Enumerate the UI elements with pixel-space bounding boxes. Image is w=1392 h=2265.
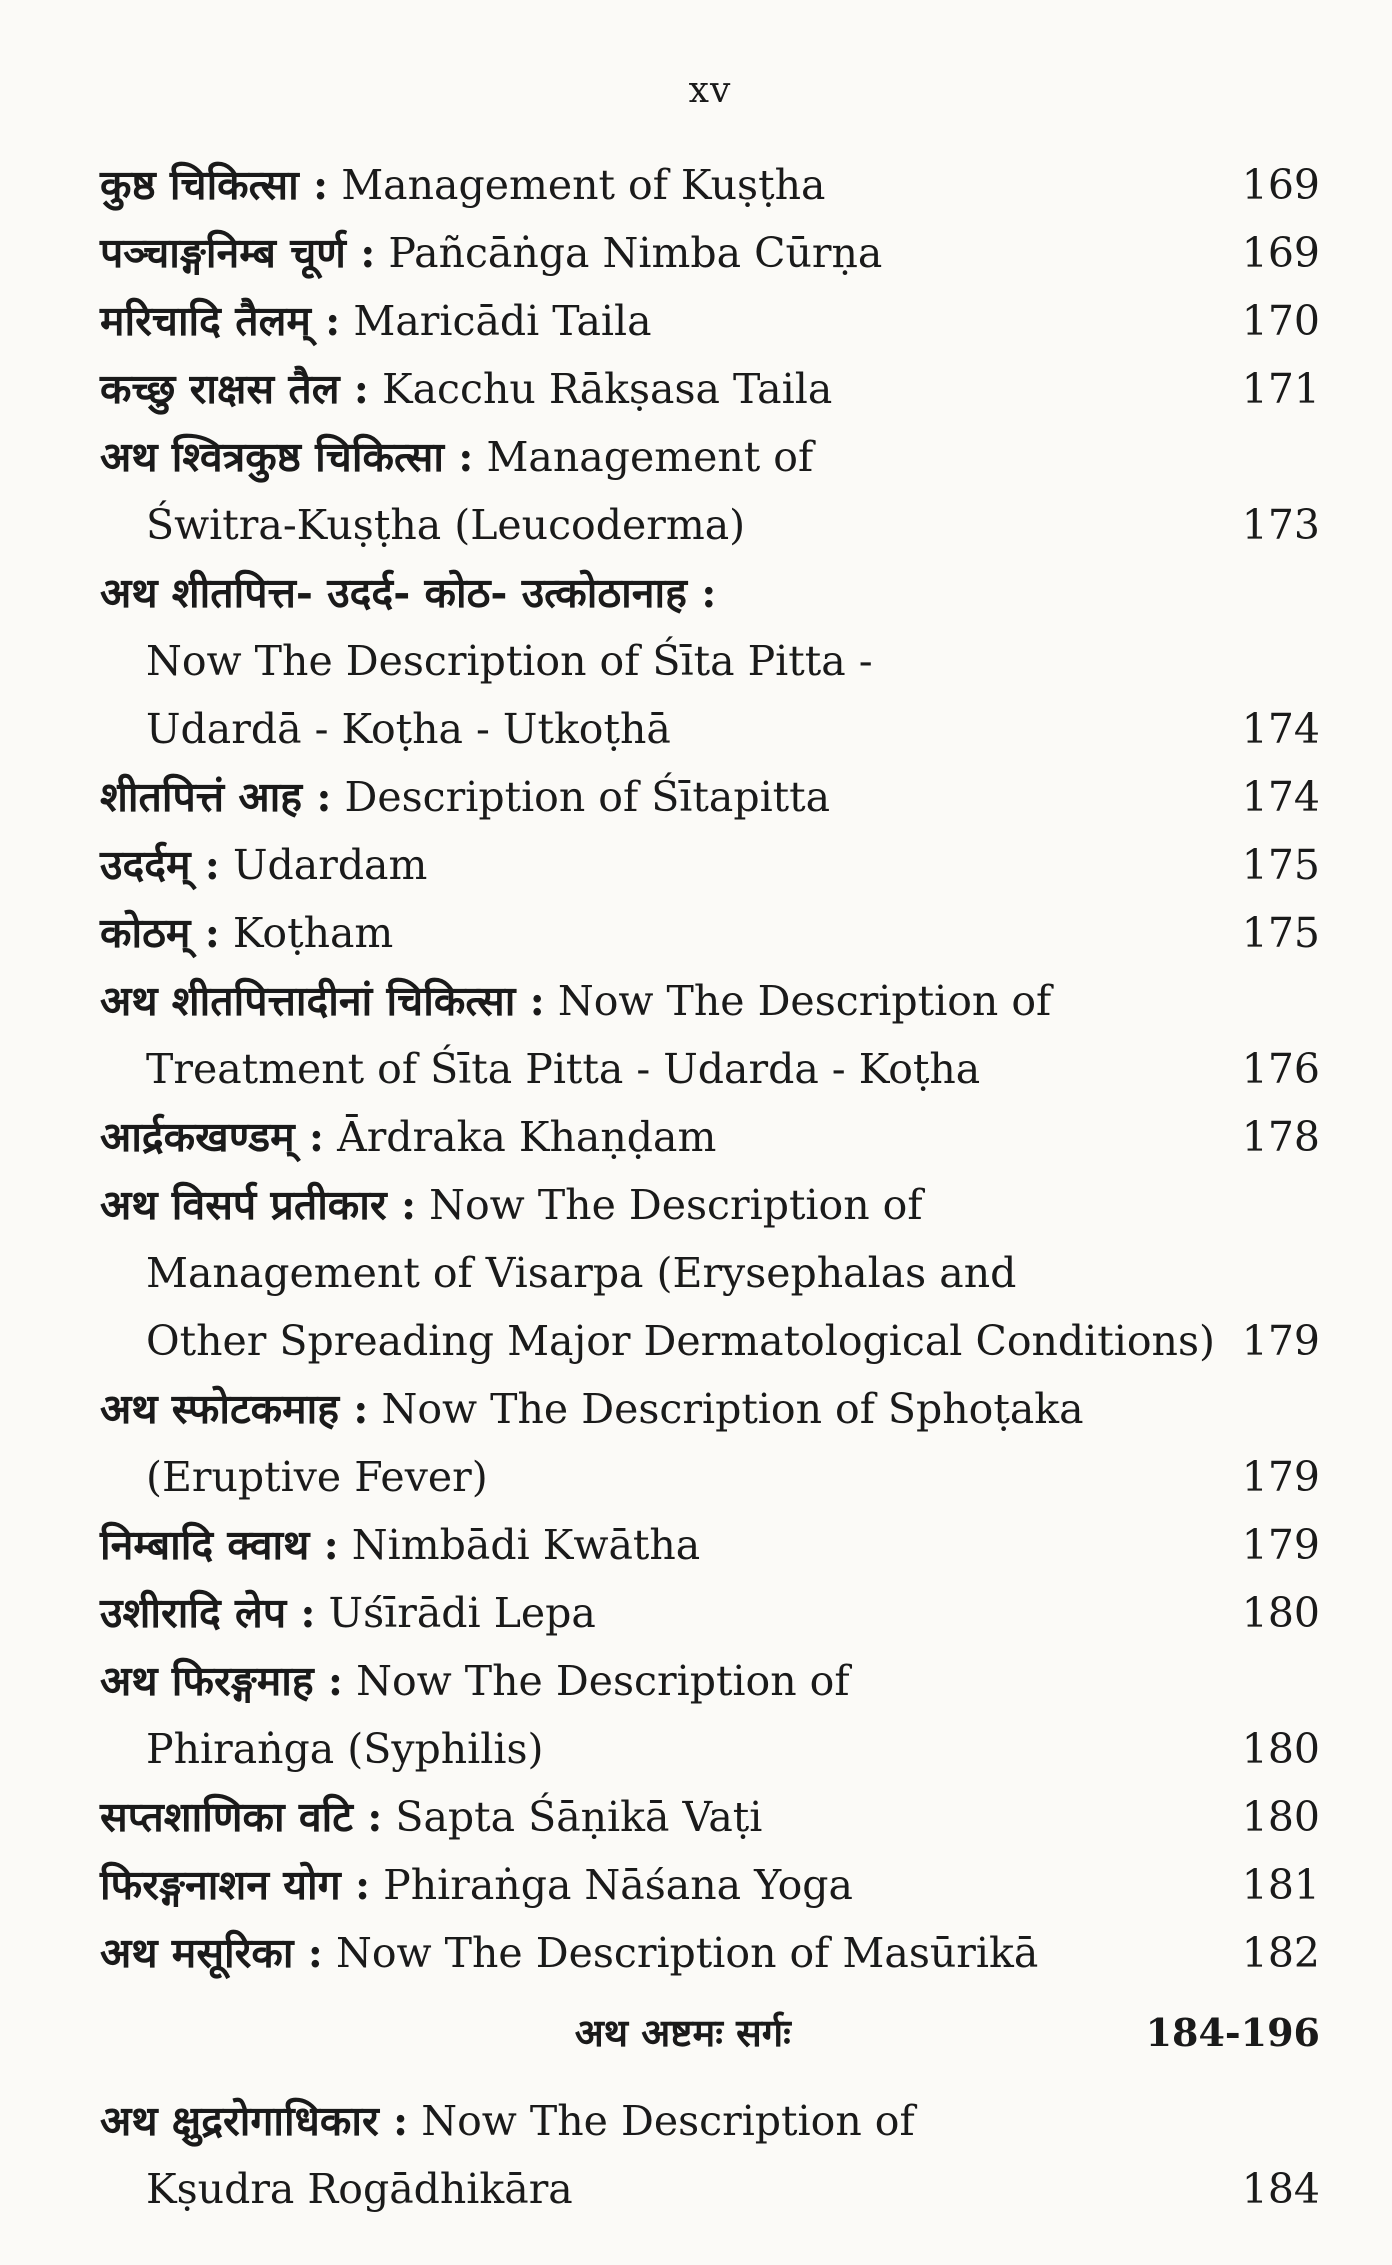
toc-entry-line: [100, 287, 1230, 355]
toc-entry-line: [100, 355, 1230, 423]
page-number: xv: [688, 70, 732, 111]
sanskrit-heading: फिरङ्गनाशन योग :: [100, 1861, 371, 1909]
sanskrit-heading: अथ श्वित्रकुष्ठ चिकित्सा :: [100, 433, 474, 481]
sanskrit-heading: अथ क्षुद्ररोगाधिकार :: [100, 2097, 409, 2145]
sanskrit-heading: कुष्ठ चिकित्सा :: [100, 161, 329, 209]
page-ref: 179: [1241, 1317, 1320, 1365]
toc-entry: [100, 1511, 1320, 1579]
section-pages: 184-196: [1145, 2010, 1320, 2055]
toc-entry: [100, 1783, 1320, 1851]
english-title: (Eruptive Fever): [146, 1453, 488, 1501]
toc-entry: [100, 2087, 1320, 2223]
toc-entry: [100, 1103, 1320, 1171]
toc-entry-line: [100, 967, 1230, 1035]
toc-entry-line: [100, 1239, 1230, 1307]
toc-entry: [100, 559, 1320, 763]
toc-entry: [100, 1579, 1320, 1647]
english-title: Management of Visarpa (Erysephalas and: [146, 1249, 1017, 1297]
page-ref: 180: [1241, 1793, 1320, 1841]
page-ref: 170: [1241, 297, 1320, 345]
page-ref: 179: [1241, 1521, 1320, 1569]
toc-entry-text: [100, 1579, 1230, 1647]
toc-entry: [100, 967, 1320, 1103]
sanskrit-heading: अथ शीतपित्त- उदर्द- कोठ- उत्कोठानाह :: [100, 569, 717, 617]
sanskrit-heading: मरिचादि तैलम् :: [100, 297, 341, 345]
toc-entry-text: [100, 1375, 1230, 1511]
toc-entry-line: [100, 1171, 1230, 1239]
section-heading: [100, 1999, 1320, 2067]
english-title: Now The Description of: [416, 1181, 923, 1229]
sanskrit-heading: निम्बादि क्वाथ :: [100, 1521, 339, 1569]
toc-entry: [100, 219, 1320, 287]
page-ref: 180: [1241, 1725, 1320, 1773]
sanskrit-heading: कच्छु राक्षस तैल :: [100, 365, 369, 413]
toc-entry-line: [100, 559, 1230, 627]
toc-entry: [100, 763, 1320, 831]
page-ref: 181: [1241, 1861, 1320, 1909]
page-ref: 180: [1241, 1589, 1320, 1637]
toc-entry-line: [100, 423, 1230, 491]
toc-entry-line: [100, 219, 1230, 287]
english-title: Ārdraka Khaṇḍam: [324, 1113, 717, 1161]
english-title: Świtra-Kuṣṭha (Leucoderma): [146, 501, 746, 549]
sanskrit-heading: अथ मसूरिका :: [100, 1929, 323, 1977]
toc-entry-line: [100, 627, 1230, 695]
toc-entry: [100, 1851, 1320, 1919]
english-title: Udardā - Koṭha - Utkoṭhā: [146, 705, 671, 753]
page-ref: 179: [1241, 1453, 1320, 1501]
toc-entry-line: [100, 1579, 1230, 1647]
toc-entry-line: [100, 899, 1230, 967]
page-ref: 169: [1241, 161, 1320, 209]
toc-entry-line: [100, 151, 1230, 219]
toc-entry-text: [100, 1103, 1230, 1171]
english-title: Koṭham: [219, 909, 394, 957]
english-title: Kacchu Rākṣasa Taila: [368, 365, 833, 413]
toc-entry-line: [100, 2155, 1230, 2223]
sanskrit-heading: अथ शीतपित्तादीनां चिकित्सा :: [100, 977, 545, 1025]
english-title: Uśīrādi Lepa: [315, 1589, 596, 1637]
toc-entry-line: [100, 831, 1230, 899]
toc-entry-line: [100, 491, 1230, 559]
sanskrit-heading: शीतपित्तं आह :: [100, 773, 332, 821]
sanskrit-heading: आर्द्रकखण्डम् :: [100, 1113, 325, 1161]
english-title: Now The Description of Sphoṭaka: [368, 1385, 1084, 1433]
sanskrit-heading: कोठम् :: [100, 909, 220, 957]
toc-entry-text: [100, 423, 1230, 559]
english-title: Treatment of Śīta Pitta - Udarda - Koṭha: [146, 1045, 981, 1093]
english-title: Pañcāṅga Nimba Cūrṇa: [375, 229, 883, 277]
page-ref: 174: [1241, 705, 1320, 753]
toc-entry-line: [100, 1307, 1230, 1375]
toc-entry-line: [100, 1511, 1230, 1579]
page-ref: 176: [1241, 1045, 1320, 1093]
toc-entry-text: [100, 1919, 1230, 1987]
toc-entry-line: [100, 1443, 1230, 1511]
english-title: Now The Description of: [343, 1657, 850, 1705]
toc-entry-line: [100, 1647, 1230, 1715]
english-title: Now The Description of: [408, 2097, 915, 2145]
sanskrit-heading: उशीरादि लेप :: [100, 1589, 316, 1637]
toc-entry-text: [100, 2087, 1230, 2223]
english-title: Management of: [473, 433, 814, 481]
page-ref: 178: [1241, 1113, 1320, 1161]
sanskrit-heading: उदर्दम् :: [100, 841, 220, 889]
toc-entry-text: [100, 559, 1230, 763]
toc-entry: [100, 1171, 1320, 1375]
toc-entry-line: [100, 763, 1230, 831]
toc-entry: [100, 287, 1320, 355]
toc-entry: [100, 151, 1320, 219]
toc-entry-line: [100, 2087, 1230, 2155]
english-title: Other Spreading Major Dermatological Conditions): [146, 1317, 1215, 1365]
toc-entry-text: [100, 1783, 1230, 1851]
english-title: Now The Description of Masūrikā: [322, 1929, 1039, 1977]
page-ref: 182: [1241, 1929, 1320, 1977]
english-title: Kṣudra Rogādhikāra: [146, 2165, 573, 2213]
toc-entry-line: [100, 1715, 1230, 1783]
sanskrit-heading: अथ स्फोटकमाह :: [100, 1385, 369, 1433]
english-title: Management of Kuṣṭha: [328, 161, 826, 209]
toc-list: [100, 151, 1320, 1987]
english-title: Maricādi Taila: [340, 297, 652, 345]
english-title: Nimbādi Kwātha: [338, 1521, 701, 1569]
page-ref: 184: [1241, 2165, 1320, 2213]
toc-entry-text: [100, 1171, 1230, 1375]
toc-entry-text: [100, 355, 1230, 423]
page-ref: 175: [1241, 841, 1320, 889]
sanskrit-heading: अथ फिरङ्गमाह :: [100, 1657, 344, 1705]
english-title: Phiraṅga Nāśana Yoga: [370, 1861, 853, 1909]
toc-entry: [100, 1647, 1320, 1783]
english-title: Now The Description of Śīta Pitta -: [146, 637, 873, 685]
toc-entry-text: [100, 287, 1230, 355]
toc-entry-line: [100, 695, 1230, 763]
sanskrit-heading: पञ्चाङ्गनिम्ब चूर्ण :: [100, 229, 376, 277]
english-title: Udardam: [219, 841, 428, 889]
page-ref: 171: [1241, 365, 1320, 413]
toc-entry: [100, 831, 1320, 899]
toc-entry-text: [100, 1851, 1230, 1919]
toc-entry-text: [100, 899, 1230, 967]
toc-entry: [100, 899, 1320, 967]
english-title: Description of Śītapitta: [331, 773, 831, 821]
english-title: Sapta Śāṇikā Vaṭi: [382, 1793, 763, 1841]
toc-entry-line: [100, 1103, 1230, 1171]
toc-entry-text: [100, 831, 1230, 899]
sanskrit-heading: सप्तशाणिका वटि :: [100, 1793, 383, 1841]
page-ref: 173: [1241, 501, 1320, 549]
toc-entry-text: [100, 151, 1230, 219]
toc-entry: [100, 355, 1320, 423]
section-title: अथ अष्टमः सर्गः: [574, 2010, 791, 2055]
toc-entry: [100, 1919, 1320, 1987]
page-ref: 175: [1241, 909, 1320, 957]
toc-entry-text: [100, 1647, 1230, 1783]
toc-entry-line: [100, 1035, 1230, 1103]
english-title: Now The Description of: [544, 977, 1052, 1025]
page-ref: 169: [1241, 229, 1320, 277]
page-ref: 174: [1241, 773, 1320, 821]
sanskrit-heading: अथ विसर्प प्रतीकार :: [100, 1181, 417, 1229]
toc-entry-text: [100, 1511, 1230, 1579]
toc-list-section: [100, 2087, 1320, 2223]
toc-entry-text: [100, 763, 1230, 831]
toc-entry-line: [100, 1851, 1230, 1919]
toc-entry-text: [100, 219, 1230, 287]
english-title: Phiraṅga (Syphilis): [146, 1725, 544, 1773]
toc-entry-line: [100, 1375, 1230, 1443]
toc-entry: [100, 1375, 1320, 1511]
toc-entry-line: [100, 1919, 1230, 1987]
toc-entry-line: [100, 1783, 1230, 1851]
toc-entry-text: [100, 967, 1230, 1103]
toc-entry: [100, 423, 1320, 559]
